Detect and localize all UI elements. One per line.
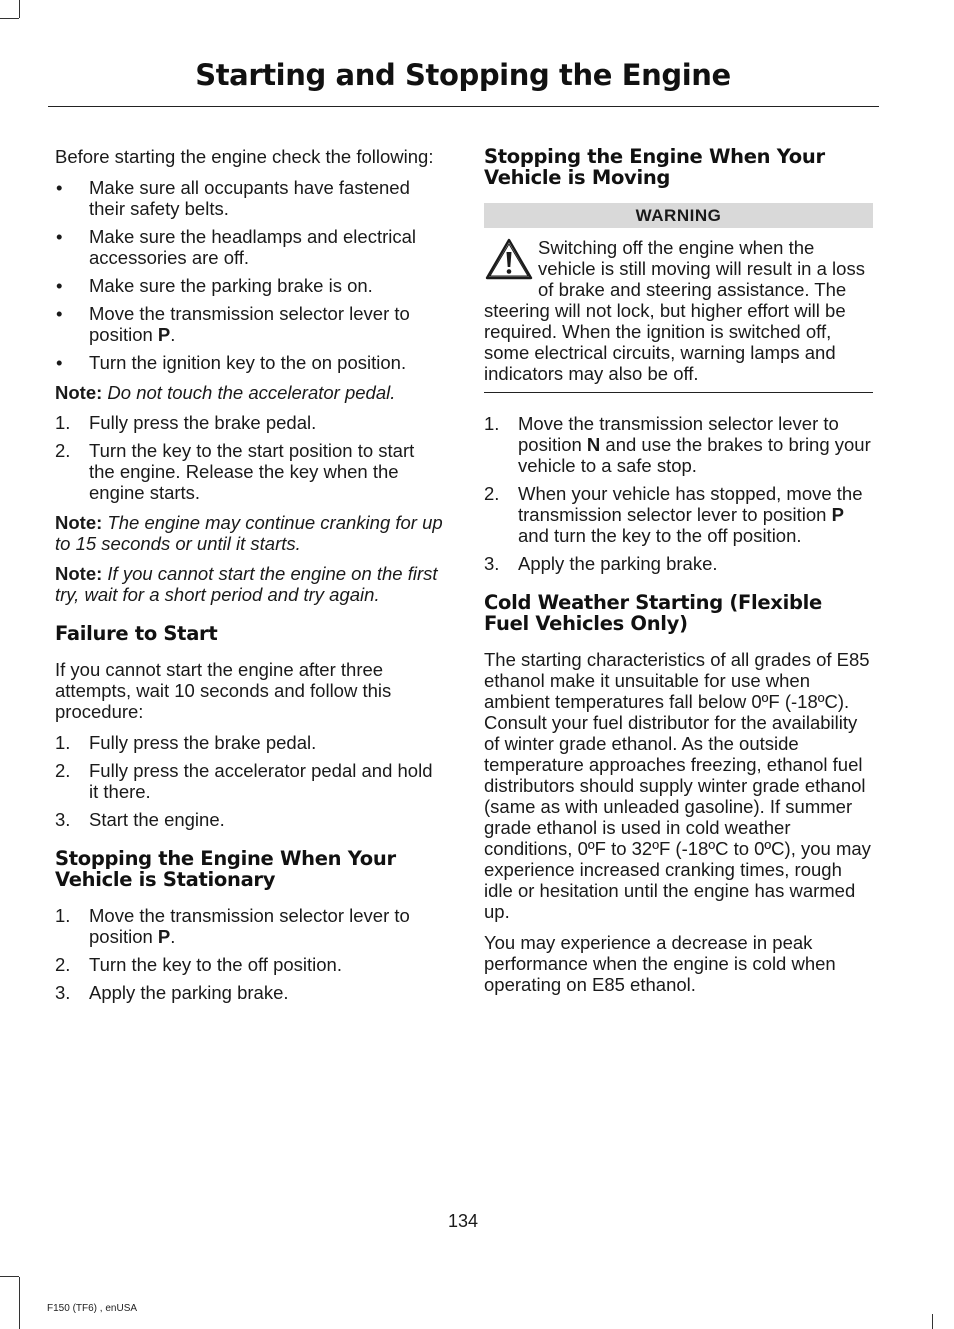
heading-cold-weather: Cold Weather Starting (Flexible Fuel Vehicles Only) xyxy=(484,591,822,635)
list-item: 2. Turn the key to the off position. xyxy=(55,954,342,975)
right-column xyxy=(484,146,873,1005)
list-item: 1. Fully press the brake pedal. xyxy=(55,412,317,433)
bullet-mark: • xyxy=(56,275,63,296)
bullet-mark: • xyxy=(56,303,63,324)
intro-paragraph: Before starting the engine check the following: xyxy=(55,146,434,167)
crop-mark-top-left-h xyxy=(0,18,19,19)
left-column xyxy=(55,146,445,1012)
list-item: • Move the transmission selector lever to position P. xyxy=(56,303,410,345)
title-rule xyxy=(48,106,879,107)
list-item: • Make sure the headlamps and electrical accessories are off. xyxy=(56,226,417,268)
warning-label: WARNING xyxy=(484,203,873,228)
cold-weather-paragraph-1: The starting characteristics of all grades of E85 ethanol make it unsuitable for use when ambient temperatures fall below 0ºF (-18ºC). Consult your fuel distributor for the availability of winter grade ethanol. As the outside temperature approaches freezing, ethanol fuel distributors should supply winter grade ethanol (same as with unleaded gasoline). If summer grade ethanol is used in cold weather conditions, 0ºF to 32ºF (-18ºC to 0ºC), you may experience increased cranking times, rough idle or hesitation until the engine has warmed up. xyxy=(484,649,871,922)
warning-rule xyxy=(484,392,873,393)
list-item: 3. Apply the parking brake. xyxy=(484,553,718,574)
precheck-list xyxy=(55,177,445,373)
page-number: 134 xyxy=(447,1211,479,1231)
note-cranking: Note: The engine may continue cranking for up to 15 seconds or until it starts. xyxy=(55,512,443,554)
bullet-mark: • xyxy=(56,177,63,198)
failure-steps xyxy=(55,732,445,830)
note-retry: Note: If you cannot start the engine on the first try, wait for a short period and try again. xyxy=(55,563,438,605)
heading-stopping-stationary: Stopping the Engine When Your Vehicle is Stationary xyxy=(55,847,396,891)
crop-mark-bottom-left-h xyxy=(0,1276,19,1277)
list-item: 2. When your vehicle has stopped, move the transmission selector lever to position P and turn the key to the off position. xyxy=(484,483,863,546)
crop-mark-bottom-right-v xyxy=(932,1314,933,1329)
list-item: 1. Move the transmission selector lever to position P. xyxy=(55,905,410,947)
page-title: Starting and Stopping the Engine xyxy=(195,58,731,92)
crop-mark-bottom-left-v xyxy=(19,1277,20,1329)
bullet-mark: • xyxy=(56,226,63,247)
list-item: 2. Fully press the accelerator pedal and hold it there. xyxy=(55,760,433,802)
list-item: 3. Start the engine. xyxy=(55,809,225,830)
list-item: 3. Apply the parking brake. xyxy=(55,982,289,1003)
list-item: 1. Fully press the brake pedal. xyxy=(55,732,317,753)
list-item: 2. Turn the key to the start position to start the engine. Release the key when the engine starts. xyxy=(55,440,415,503)
heading-stopping-moving: Stopping the Engine When Your Vehicle is Moving xyxy=(484,145,825,189)
stationary-steps xyxy=(55,905,445,1003)
crop-mark-top-left-v xyxy=(19,0,20,18)
failure-intro: If you cannot start the engine after three attempts, wait 10 seconds and follow this procedure: xyxy=(55,659,392,722)
list-item: • Make sure all occupants have fastened their safety belts. xyxy=(56,177,410,219)
warning-box xyxy=(484,237,873,393)
moving-steps xyxy=(484,413,873,574)
warning-triangle-icon xyxy=(484,237,534,281)
list-item: 1. Move the transmission selector lever to position N and use the brakes to bring your vehicle to a safe stop. xyxy=(484,413,871,476)
cold-weather-paragraph-2: You may experience a decrease in peak performance when the engine is cold when operating on E85 ethanol. xyxy=(484,932,836,995)
warning-text: Switching off the engine when the vehicle is still moving will result in a loss of brake and steering assistance. The steering will not lock, but higher effort will be required. When the ignition is switched off, some electrical circuits, warning lamps and indicators may also be off. xyxy=(484,237,865,384)
list-item: • Make sure the parking brake is on. xyxy=(56,275,373,296)
footer-code: F150 (TF6) , enUSA xyxy=(47,1303,138,1314)
note-accelerator: Note: Do not touch the accelerator pedal. xyxy=(55,382,396,403)
bullet-mark: • xyxy=(56,352,63,373)
start-steps xyxy=(55,412,445,503)
list-item: • Turn the ignition key to the on position. xyxy=(56,352,407,373)
heading-failure-to-start: Failure to Start xyxy=(55,622,218,645)
